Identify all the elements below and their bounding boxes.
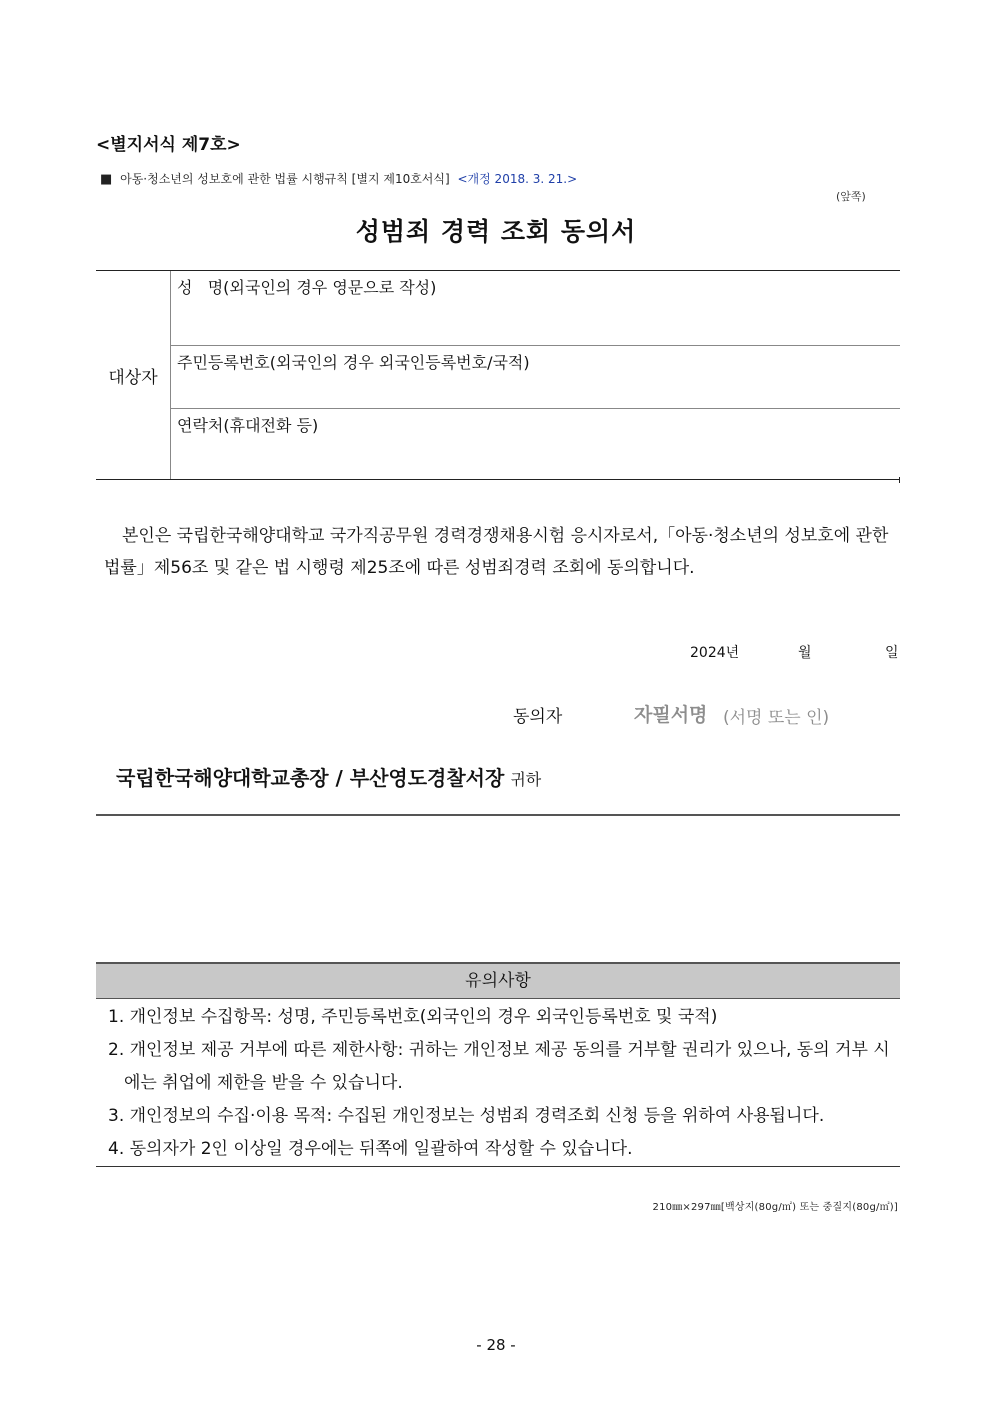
note-item: 3. 개인정보의 수집·이용 목적: 수집된 개인정보는 성범죄 경력조회 신청 등을 위하여 사용됩니다. <box>108 1106 825 1126</box>
subject-header: 대상자 <box>96 271 171 479</box>
section-divider <box>96 814 900 816</box>
addressee <box>116 762 541 791</box>
document-title: 성범죄 경력 조회 동의서 <box>355 217 637 246</box>
name-field-label: 성 명(외국인의 경우 영문으로 작성) <box>177 278 437 297</box>
signature-note: (서명 또는 인) <box>723 708 830 728</box>
contact-label: 연락처(휴대전화 등) <box>177 416 319 435</box>
consent-statement: 본인은 국립한국해양대학교 국가직공무원 경력경쟁채용시험 응시자로서,「아동·청소년의 성보호에 관한 법률」제56조 및 같은 법 시행령 제25조에 따른 성범죄경력 조회에 동의합니다. <box>104 526 889 578</box>
law-reference: 아동·청소년의 성보호에 관한 법률 시행규칙 [별지 제10호서식] <box>120 172 450 186</box>
notes-box <box>96 962 900 1167</box>
front-side-label: (앞쪽) <box>836 190 866 203</box>
revision-date: <개정 2018. 3. 21.> <box>457 172 578 186</box>
notes-heading: 유의사항 <box>96 962 900 999</box>
page-number: - 28 - <box>476 1336 516 1354</box>
form-number: <별지서식 제7호> <box>96 135 241 155</box>
note-item: 2. 개인정보 제공 거부에 따른 제한사항: 귀하는 개인정보 제공 동의를 거부할 권리가 있으나, 동의 거부 시에는 취업에 제한을 받을 수 있습니다. <box>108 1040 890 1093</box>
paper-spec: 210㎜×297㎜[백상지(80g/㎡) 또는 중질지(80g/㎡)] <box>652 1202 898 1213</box>
date-year: 2024년 <box>690 645 740 661</box>
law-reference-line <box>100 170 577 187</box>
date-day: 일 <box>885 645 899 661</box>
addressee-honorific: 귀하 <box>510 770 542 789</box>
name-field[interactable] <box>171 271 900 346</box>
notes-list <box>96 1001 900 1167</box>
subject-table <box>96 270 900 480</box>
signer-label: 동의자 <box>513 707 563 727</box>
resident-number-label: 주민등록번호(외국인의 경우 외국인등록번호/국적) <box>177 353 530 372</box>
contact-field[interactable] <box>171 409 900 479</box>
resident-number-field[interactable] <box>171 346 900 409</box>
handwritten-signature-field[interactable]: 자필서명 <box>634 704 708 726</box>
note-item: 4. 동의자가 2인 이상일 경우에는 뒤쪽에 일괄하여 작성할 수 있습니다. <box>108 1139 633 1159</box>
table-corner-mark <box>899 477 900 483</box>
note-item: 1. 개인정보 수집항목: 성명, 주민등록번호(외국인의 경우 외국인등록번호 및 국적) <box>108 1007 718 1027</box>
square-bullet-icon: ■ <box>100 172 113 187</box>
addressee-name: 국립한국해양대학교총장 / 부산영도경찰서장 <box>116 766 505 790</box>
date-month: 월 <box>798 645 812 661</box>
